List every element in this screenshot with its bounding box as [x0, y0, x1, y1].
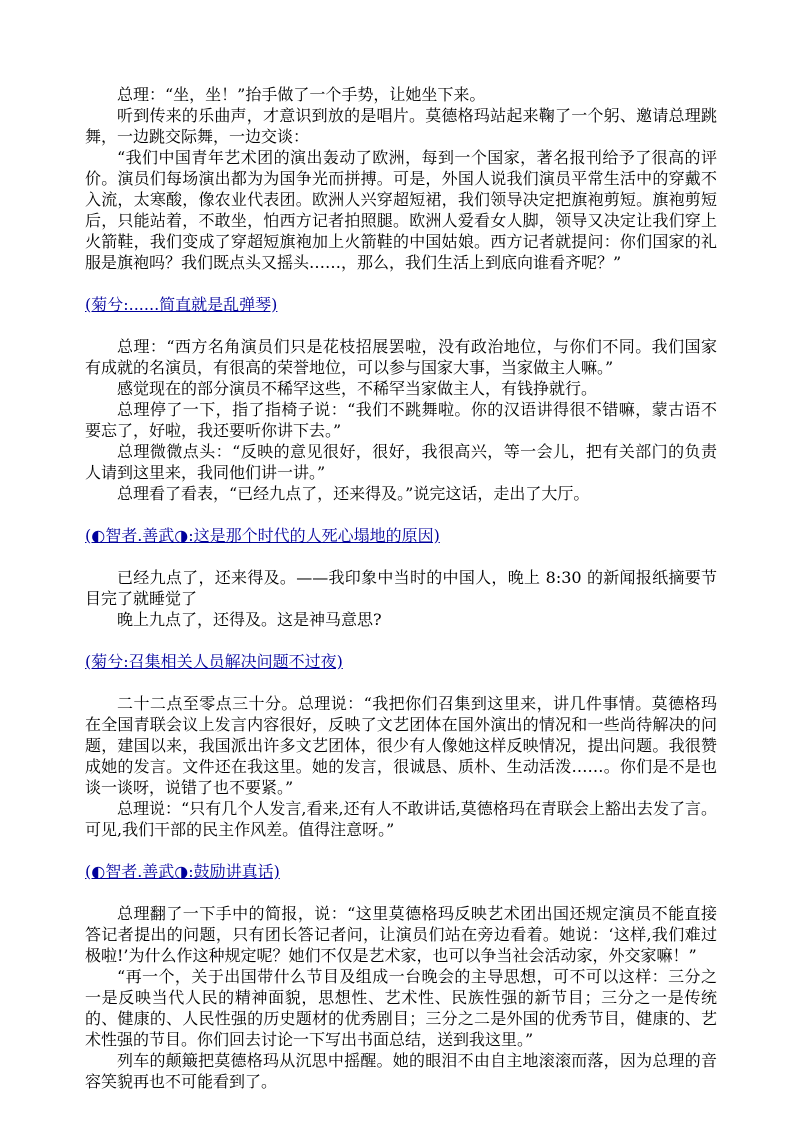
paragraph: “再一个，关于出国带什么节目及组成一台晚会的主导思想，可不可以这样：三分之一是反映当代人民的精神面貌，思想性、艺术性、民族性强的新节目；三分之一是传统的、健康的、人民性强的历史题材的优秀剧目；三分之二是外国的优秀节目，健康的、艺术性强的节目。你们回去讨论一下写出书面总结，送到我这里。”	[85, 967, 717, 1049]
paragraph: 总理看了看表，“已经九点了，还来得及。”说完这话，走出了大厅。	[117, 484, 590, 503]
paragraph: 已经九点了，还来得及。——我印象中当时的中国人，晚上 8:30 的新闻报纸摘要节目完了就睡觉了	[85, 568, 717, 608]
paragraph: 总理：“坐，坐！”抬手做了一个手势，让她坐下来。	[117, 85, 486, 104]
paragraph: “我们中国青年艺术团的演出轰动了欧洲，每到一个国家，著名报刊给予了很高的评价。演员们每场演出都为为国争光而拼搏。可是，外国人说我们演员平常生活中的穿戴不入流，太寒酸，像农业代表团。欧洲人兴穿超短裙，我们领导决定把旗袍剪短。旗袍剪短后，只能站着，不敢坐，怕西方记者拍照腿。欧洲人爱看女人脚，领导又决定让我们穿上火箭鞋，我们变成了穿超短旗袍加上火箭鞋的中国姑娘。西方记者就提问：你们国家的礼服是旗袍吗？我们既点头又摇头……，那么，我们生活上到底向谁看齐呢？”	[85, 148, 717, 272]
reader-annotation: (菊兮:......简直就是乱弹琴)	[85, 295, 278, 314]
reader-annotation: (◐智者.善武◑:这是那个时代的人死心塌地的原因)	[85, 526, 440, 545]
paragraph: 总理微微点头：“反映的意见很好，很好，我很高兴，等一会儿，把有关部门的负责人请到这里来，我同他们讲一讲。”	[85, 442, 717, 482]
paragraph: 总理：“西方名角演员们只是花枝招展罢啦，没有政治地位，与你们不同。我们国家有成就的名演员，有很高的荣誉地位，可以参与国家大事，当家做主人嘛。”	[85, 337, 717, 377]
paragraph: 总理翻了一下手中的简报，说：“这里莫德格玛反映艺术团出国还规定演员不能直接答记者提出的问题，只有团长答记者问，让演员们站在旁边看着。她说：‘这样,我们难过极啦!’为什么作这种规定呢？她们不仅是艺术家，也可以争当社会活动家，外交家嘛！”	[85, 904, 717, 965]
paragraph: 晚上九点了，还得及。这是神马意思?	[117, 610, 382, 629]
reader-annotation: (◐智者.善武◑:鼓励讲真话)	[85, 862, 280, 881]
paragraph: 列车的颠簸把莫德格玛从沉思中摇醒。她的眼泪不由自主地滚滚而落，因为总理的音容笑貌再也不可能看到了。	[85, 1051, 717, 1091]
paragraph: 总理停了一下，指了指椅子说：“我们不跳舞啦。你的汉语讲得很不错嘛，蒙古语不要忘了，好啦，我还要听你讲下去。”	[85, 400, 717, 440]
paragraph: 感觉现在的部分演员不稀罕这些，不稀罕当家做主人，有钱挣就行。	[117, 379, 598, 398]
paragraph: 二十二点至零点三十分。总理说：“我把你们召集到这里来，讲几件事情。莫德格玛在全国青联会议上发言内容很好，反映了文艺团体在国外演出的情况和一些尚待解决的问题，建国以来，我国派出许多文艺团体，很少有人像她这样反映情况，提出问题。我很赞成她的发言。文件还在我这里。她的发言，很诚恳、质朴、生动活泼……。你们是不是也谈一谈呀，说错了也不要紧。”	[85, 694, 717, 797]
paragraph: 总理说：“只有几个人发言,看来,还有人不敢讲话,莫德格玛在青联会上豁出去发了言。可见,我们干部的民主作风差。值得注意呀。”	[85, 799, 717, 839]
paragraph: 听到传来的乐曲声，才意识到放的是唱片。莫德格玛站起来鞠了一个躬、邀请总理跳舞，一边跳交际舞，一边交谈：	[85, 106, 717, 146]
reader-annotation: (菊兮:召集相关人员解决问题不过夜)	[85, 652, 343, 671]
